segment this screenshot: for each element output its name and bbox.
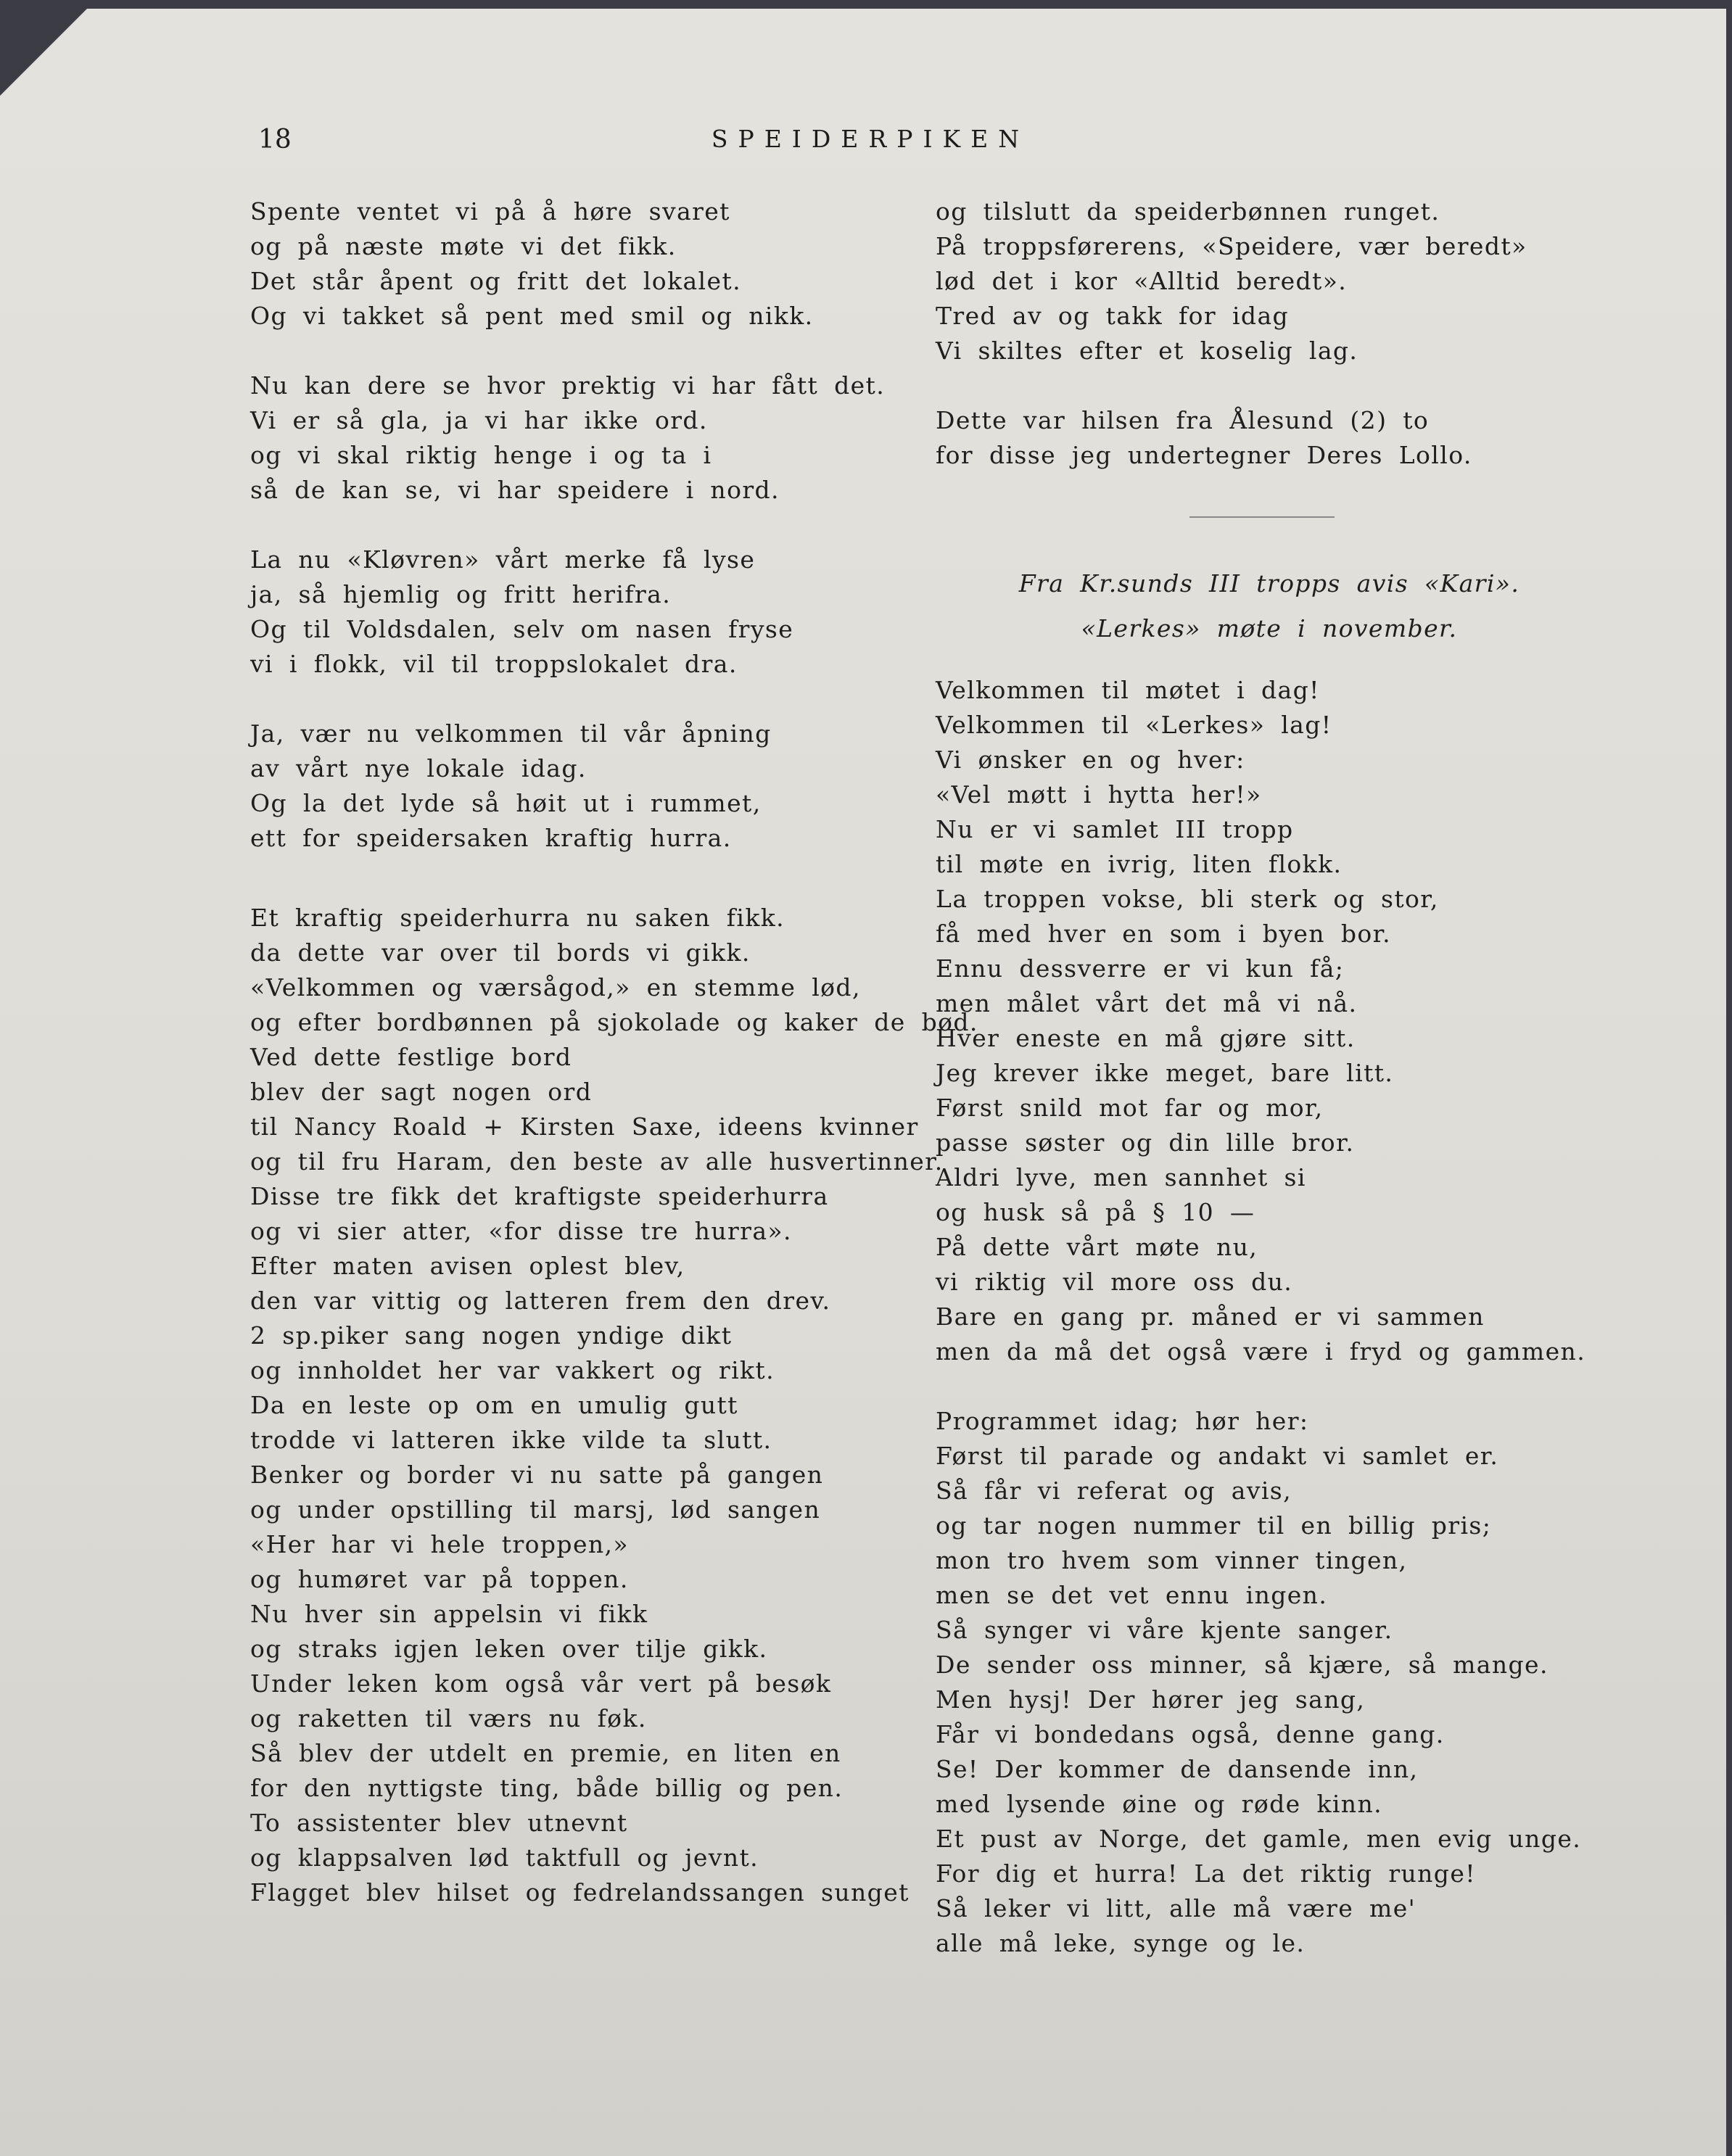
stanza	[936, 403, 1603, 473]
right-column	[936, 194, 1603, 1961]
section-heading: Fra Kr.sunds III tropps avis «Kari».	[1018, 569, 1520, 598]
verse-line: Aldri lyve, men sannhet si	[936, 1163, 1306, 1191]
verse-line: ja, så hjemlig og fritt herifra.	[250, 580, 672, 608]
verse-line: «Her har vi hele troppen,»	[250, 1530, 630, 1558]
verse-line: Hver eneste en må gjøre sitt.	[936, 1024, 1356, 1052]
verse-line: for disse jeg undertegner Deres Lollo.	[936, 441, 1472, 469]
verse-line: Og til Voldsdalen, selv om nasen fryse	[250, 615, 794, 643]
verse-line: Spente ventet vi på å høre svaret	[250, 197, 730, 226]
verse-line: Vi ønsker en og hver:	[936, 745, 1245, 774]
verse-line: Nu er vi samlet III tropp	[936, 815, 1294, 843]
verse-line: ett for speidersaken kraftig hurra.	[250, 824, 732, 852]
verse-line: Velkommen til møtet i dag!	[936, 676, 1320, 704]
verse-line: La nu «Kløvren» vårt merke få lyse	[250, 545, 756, 574]
verse-line: og klappsalven lød taktfull og jevnt.	[250, 1843, 759, 1872]
verse-line: Under leken kom også vår vert på besøk	[250, 1669, 832, 1698]
verse-line: så de kan se, vi har speidere i nord.	[250, 476, 780, 504]
verse-line: vi riktig vil more oss du.	[936, 1268, 1293, 1296]
verse-line: og tilslutt da speiderbønnen runget.	[936, 197, 1440, 226]
stanza	[250, 368, 903, 508]
stanza	[936, 194, 1603, 368]
verse-line: Så synger vi våre kjente sanger.	[936, 1616, 1393, 1644]
verse-line: Først snild mot far og mor,	[936, 1094, 1324, 1122]
lerke-poem	[936, 673, 1603, 1961]
verse-line: og straks igjen leken over tilje gikk.	[250, 1635, 768, 1663]
left-column	[250, 194, 978, 1910]
verse-line: til møte en ivrig, liten flokk.	[936, 850, 1343, 878]
verse-line: For dig et hurra! La det riktig runge!	[936, 1859, 1476, 1888]
verse-line: Benker og border vi nu satte på gangen	[250, 1461, 824, 1489]
verse-line: men da må det også være i fryd og gammen.	[936, 1337, 1586, 1366]
verse-line: Disse tre fikk det kraftigste speiderhurra	[250, 1182, 829, 1210]
verse-line: og innholdet her var vakkert og rikt.	[250, 1356, 775, 1384]
page-number: 18	[258, 125, 292, 154]
verse-line: og humøret var på toppen.	[250, 1565, 629, 1593]
verse-line: Så blev der utdelt en premie, en liten en	[250, 1739, 841, 1767]
verse-line: Programmet idag; hør her:	[936, 1407, 1309, 1435]
verse-line: og vi sier atter, «for disse tre hurra».	[250, 1217, 792, 1245]
verse-line: Først til parade og andakt vi samlet er.	[936, 1442, 1499, 1470]
verse-line: og til fru Haram, den beste av alle husvertinner.	[250, 1147, 944, 1176]
stanza	[250, 901, 978, 1910]
verse-line: Nu kan dere se hvor prektig vi har fått det.	[250, 371, 886, 400]
verse-line: og vi skal riktig henge i og ta i	[250, 441, 712, 469]
verse-line: Ja, vær nu velkommen til vår åpning	[250, 719, 772, 748]
verse-line: den var vittig og latteren frem den drev.	[250, 1286, 831, 1315]
stanza	[250, 194, 903, 334]
verse-line: men se det vet ennu ingen.	[936, 1581, 1328, 1609]
verse-line: Bare en gang pr. måned er vi sammen	[936, 1302, 1485, 1331]
verse-line: Dette var hilsen fra Ålesund (2) to	[936, 406, 1430, 434]
verse-line: På troppsførerens, «Speidere, vær beredt»	[936, 232, 1527, 260]
verse-line: To assistenter blev utnevnt	[250, 1809, 628, 1837]
verse-line: blev der sagt nogen ord	[250, 1078, 593, 1106]
verse-line: med lysende øine og røde kinn.	[936, 1790, 1383, 1818]
verse-line: og husk så på § 10 —	[936, 1198, 1255, 1226]
verse-line: Ennu dessverre er vi kun få;	[936, 954, 1345, 983]
right-intro-stanzas	[936, 194, 1603, 473]
verse-line: Vi er så gla, ja vi har ikke ord.	[250, 406, 708, 434]
folded-corner	[0, 9, 87, 96]
stanza	[936, 1404, 1603, 1961]
verse-line: og under opstilling til marsj, lød sangen	[250, 1495, 821, 1524]
running-title: SPEIDERPIKEN	[711, 125, 1030, 153]
verse-line: passe søster og din lille bror.	[936, 1128, 1355, 1157]
verse-line: Flagget blev hilset og fedrelandssangen sunget	[250, 1878, 910, 1907]
verse-line: Nu hver sin appelsin vi fikk	[250, 1600, 648, 1628]
verse-line: «Vel møtt i hytta her!»	[936, 780, 1262, 809]
verse-line: Efter maten avisen oplest blev,	[250, 1252, 685, 1280]
verse-line: og raketten til værs nu føk.	[250, 1704, 647, 1732]
section-subheading: «Lerkes» møte i november.	[1081, 614, 1458, 643]
verse-line: lød det i kor «Alltid beredt».	[936, 267, 1348, 295]
verse-line: mon tro hvem som vinner tingen,	[936, 1546, 1408, 1574]
verse-line: vi i flokk, vil til troppslokalet dra.	[250, 650, 738, 678]
verse-line: På dette vårt møte nu,	[936, 1233, 1258, 1261]
verse-line: Et pust av Norge, det gamle, men evig unge.	[936, 1825, 1582, 1853]
verse-line: Ved dette festlige bord	[250, 1043, 572, 1071]
stanza	[250, 716, 903, 856]
verse-line: av vårt nye lokale idag.	[250, 754, 587, 782]
verse-line: alle må leke, synge og le.	[936, 1929, 1306, 1957]
verse-line: La troppen vokse, bli sterk og stor,	[936, 885, 1439, 913]
verse-line: Får vi bondedans også, denne gang.	[936, 1720, 1445, 1748]
verse-line: Det står åpent og fritt det lokalet.	[250, 267, 741, 295]
verse-line: Så får vi referat og avis,	[936, 1476, 1292, 1505]
verse-line: da dette var over til bords vi gikk.	[250, 938, 751, 967]
verse-line: Men hysj! Der hører jeg sang,	[936, 1685, 1366, 1714]
verse-line: Og vi takket så pent med smil og nikk.	[250, 302, 814, 330]
verse-line: og på næste møte vi det fikk.	[250, 232, 677, 260]
verse-line: Velkommen til «Lerkes» lag!	[936, 711, 1332, 739]
page-header	[247, 125, 1494, 161]
verse-line: Se! Der kommer de dansende inn,	[936, 1755, 1419, 1783]
section-divider	[1189, 516, 1335, 518]
verse-line: for den nyttigste ting, både billig og pen.	[250, 1774, 844, 1802]
scanned-page	[0, 9, 1726, 2156]
verse-line: «Velkommen og værsågod,» en stemme lød,	[250, 973, 861, 1001]
stanza	[936, 673, 1603, 1369]
verse-line: og efter bordbønnen på sjokolade og kaker de bød.	[250, 1008, 978, 1036]
verse-line: Da en leste op om en umulig gutt	[250, 1391, 738, 1419]
verse-line: Jeg krever ikke meget, bare litt.	[936, 1059, 1394, 1087]
verse-line: 2 sp.piker sang nogen yndige dikt	[250, 1321, 733, 1350]
verse-line: til Nancy Roald + Kirsten Saxe, ideens kvinner	[250, 1112, 919, 1141]
verse-line: Så leker vi litt, alle må være me'	[936, 1894, 1416, 1922]
verse-line: få med hver en som i byen bor.	[936, 920, 1392, 948]
verse-line: Vi skiltes efter et koselig lag.	[936, 336, 1358, 365]
verse-line: og tar nogen nummer til en billig pris;	[936, 1511, 1492, 1540]
verse-line: Og la det lyde så høit ut i rummet,	[250, 789, 762, 817]
verse-line: De sender oss minner, så kjære, så mange.	[936, 1651, 1549, 1679]
verse-line: Et kraftig speiderhurra nu saken fikk.	[250, 904, 785, 932]
verse-line: Tred av og takk for idag	[936, 302, 1290, 330]
verse-line: men målet vårt det må vi nå.	[936, 989, 1358, 1017]
verse-line: trodde vi latteren ikke vilde ta slutt.	[250, 1426, 772, 1454]
stanza	[250, 542, 903, 682]
